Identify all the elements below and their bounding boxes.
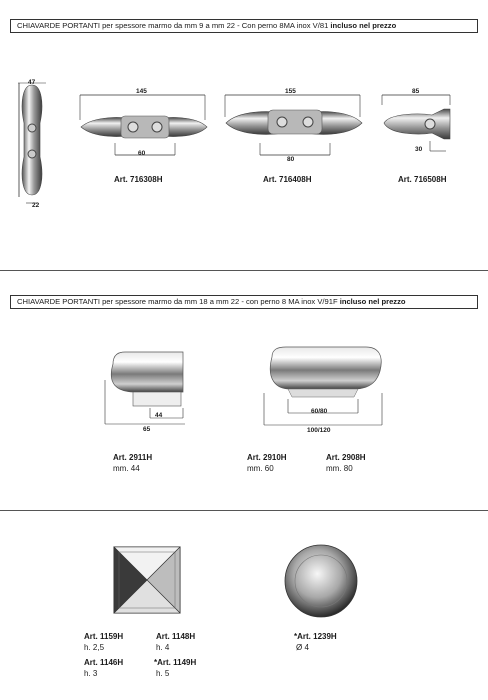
article-716308H: Art. 716308H bbox=[114, 175, 163, 184]
product-716508H-image bbox=[380, 95, 460, 165]
dim-width-145: 145 bbox=[136, 88, 147, 95]
article-1239H: *Art. 1239H bbox=[294, 632, 337, 641]
article-1159H: Art. 1159H bbox=[84, 632, 124, 641]
dim-base-30: 30 bbox=[415, 146, 423, 153]
article-2908H: Art. 2908H bbox=[326, 453, 366, 462]
dim-base-80: 80 bbox=[287, 156, 295, 163]
size-1159H: h. 2,5 bbox=[84, 643, 105, 652]
dim-width-85: 85 bbox=[412, 88, 420, 95]
dim-width-155: 155 bbox=[285, 88, 296, 95]
product-2910H-image bbox=[262, 345, 387, 435]
article-716408H: Art. 716408H bbox=[263, 175, 312, 184]
product-716408H-image bbox=[220, 95, 370, 165]
size-1149H: h. 5 bbox=[156, 669, 170, 678]
dim-inner-60-80: 60/80 bbox=[311, 408, 328, 415]
section1-banner bbox=[10, 19, 478, 33]
dim-outer-65: 65 bbox=[143, 426, 151, 433]
dim-inner-44: 44 bbox=[155, 412, 163, 419]
section2-banner-bold: incluso nel prezzo bbox=[339, 297, 406, 306]
size-1146H: h. 3 bbox=[84, 669, 98, 678]
section2-banner bbox=[10, 295, 478, 309]
divider-2 bbox=[0, 510, 488, 511]
size-1239H: Ø 4 bbox=[296, 643, 309, 652]
dim-base-60: 60 bbox=[138, 150, 146, 157]
size-2911H: mm. 44 bbox=[113, 464, 140, 473]
section1-banner-text: CHIAVARDE PORTANTI per spessore marmo da mm 9 a mm 22 - Con perno 8MA inox V/81 bbox=[17, 21, 331, 30]
dim-base-22: 22 bbox=[32, 202, 40, 209]
product-round-cap-image bbox=[283, 543, 359, 619]
article-2911H: Art. 2911H bbox=[113, 453, 153, 462]
section2-banner-text: CHIAVARDE PORTANTI per spessore marmo da mm 18 a mm 22 - con perno 8 MA inox V/91F bbox=[17, 297, 340, 306]
section1-banner-bold: incluso nel prezzo bbox=[330, 21, 397, 30]
size-1148H: h. 4 bbox=[156, 643, 170, 652]
product-716308H-vertical-image bbox=[18, 75, 48, 205]
article-1146H: Art. 1146H bbox=[84, 658, 124, 667]
product-2911H-image bbox=[105, 350, 195, 430]
size-2908H: mm. 80 bbox=[326, 464, 353, 473]
article-1148H: Art. 1148H bbox=[156, 632, 196, 641]
article-2910H: Art. 2910H bbox=[247, 453, 287, 462]
dim-height-47: 47 bbox=[28, 79, 36, 86]
article-716508H: Art. 716508H bbox=[398, 175, 447, 184]
divider-1 bbox=[0, 270, 488, 271]
size-2910H: mm. 60 bbox=[247, 464, 274, 473]
product-square-cap-image bbox=[112, 545, 182, 615]
article-1149H: *Art. 1149H bbox=[154, 658, 197, 667]
dim-outer-100-120: 100/120 bbox=[307, 427, 331, 434]
